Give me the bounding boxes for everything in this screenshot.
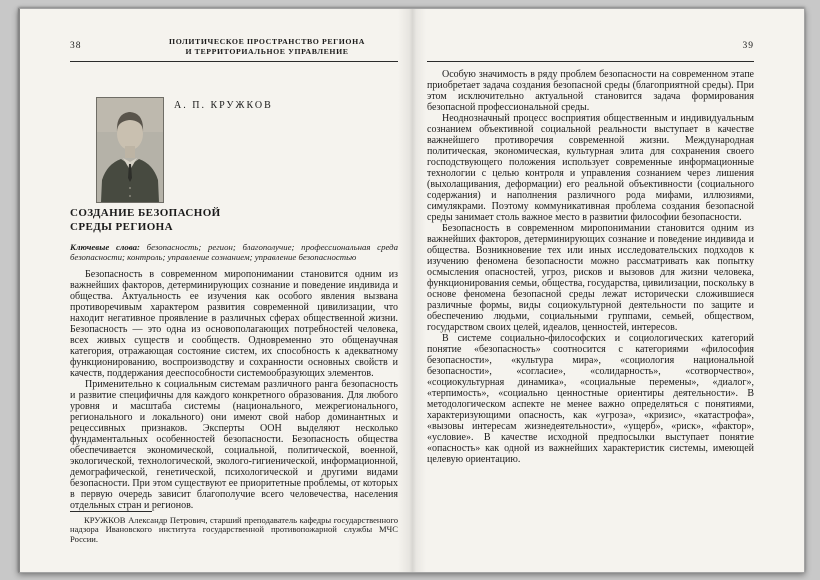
body-paragraph: Применительно к социальным системам различного ранга безопасность и развитие специфичны для каждого конкретного образования. Для любого уровня и масштаба системы (национального, межрегионального, регионального и локального) они имеют свой набор доминантных и рецессивных признаков. Эксперты ООН выделяют несколько фундаментальных особенностей безопасности. Безопасность общества обеспечивается экономической, социальной, политической, военной, экологической, технологической, эколого-гигиенической, информационной, демографической, генетической, психологической и другими видами безопасности. При этом существуют ее приоритетные проблемы, от которых в первую очередь зависит благополучие всего человечества, населения отдельных стран и регионов. — [70, 378, 398, 511]
author-name: А. П. КРУЖКОВ — [174, 100, 273, 111]
footnote — [70, 511, 398, 545]
keywords-text: безопасность; регион; благополучие; профессиональная среда безопасности; контроль; управление сознанием; управление безопасностью — [70, 242, 398, 262]
body-paragraph: В системе социально-философских и социологических категорий понятие «безопасность» соотносится с категориями «философия безопасности», «культура мира», «социология национальной безопасности», «согласие», «солидарность», «сотворчество», «социокультурная динамика», «социальные перемены», «диалог», «терпимость», «социально ценностные ориентиры деятельности». В методологическом аспекте не менее важно определяться с понятиями, характеризующими опасность, как «угроза», «кризис», «катастрофа», «вызовы интересам жизнедеятельности», «ущерб», «риск», «фактор», «условие». В качестве исходной предпосылки выступает понятие «опасность» как одной из важнейших характеристик системы, имеющей целевую ориентацию. — [427, 333, 754, 465]
book-spread — [18, 8, 805, 573]
keywords-label: Ключевые слова: — [70, 242, 140, 252]
body-paragraph: Особую значимость в ряду проблем безопасности на современном этапе приобретает задача создания безопасной среды (благоприятной среды). При этом исключительно актуальной становится задача формирования безопасной профессиональной среды. — [427, 69, 754, 113]
article — [70, 95, 398, 511]
running-head — [70, 37, 398, 56]
page-number-left: 38 — [70, 41, 82, 51]
page-right-content — [427, 69, 754, 465]
body-paragraph: Безопасность в современном миропонимании становится одним из важнейших факторов, детерминирующих сознание и поведение индивида и общества. Актуальность ее изучения как особого явления вызвана противоречивым характером развития современной цивилизации, что находит негативное проявление в различных сферах общественной жизни. Безопасность — это одна из основополагающих потребностей человека, всех живых существ и сообществ. Одновременно это общенаучная категория, отражающая состояние систем, их способность к адекватному функционированию, воспроизводству и сохранности основных свойств и качеств, поддержания дееспособности системообразующих элементов. — [70, 268, 398, 379]
footnote-text: КРУЖКОВ Александр Петрович, старший преподаватель кафедры государственного надзора Ивановского института государственной противопожарной службы МЧС России. — [70, 514, 398, 544]
page-header-left — [70, 37, 398, 62]
article-title: СОЗДАНИЕ БЕЗОПАСНОЙ СРЕДЫ РЕГИОНА — [70, 207, 221, 233]
page-number-right: 39 — [742, 41, 754, 51]
running-head-line2: И ТЕРРИТОРИАЛЬНОЕ УПРАВЛЕНИЕ — [185, 46, 349, 56]
page-right — [412, 9, 804, 572]
body-paragraph: Безопасность в современном миропонимании становится одним из важнейших факторов, детерминирующих сознание и поведение индивида и общества. Возникновение тех или иных исследовательских подходов к изучению феномена безопасности можно рассматривать как попытку осмысления опасностей, угроз, рисков и вызовов для жизни человека, функционирования семьи, общества, государства, цивилизации, поскольку в основе феномена безопасной среды лежат исторически сложившиеся различные формы, виды социокультурной деятельности по защите и обеспечению людьми, социальными группами, семьей, обществом, государством своих целей, идеалов, ценностей, интересов. — [427, 223, 754, 333]
author-photo — [96, 97, 164, 203]
keywords-block — [70, 243, 398, 263]
running-head-line1: ПОЛИТИЧЕСКОЕ ПРОСТРАНСТВО РЕГИОНА — [169, 37, 365, 46]
body-paragraph: Неоднозначный процесс восприятия общественным и индивидуальным сознанием объективной социальной реальности выступает в качестве важнейшего противоречия современной жизни. Международная политическая, экономическая, культурная элита для сохранения своего господствующего положения использует современные информационные технологии с целью контроля и управления сознанием через лишения (выхолащивания, деформации) его реальной объективности (социального содержания) и наполнения различного рода мифами, иллюзиями, симулякрами. Поэтому коммуникативная проблема создания безопасной среды занимает столь важное место в развитии философии безопасности. — [427, 113, 754, 223]
portrait-silhouette-icon — [97, 98, 163, 202]
page-left — [20, 9, 412, 572]
footnote-rule — [70, 511, 152, 512]
page-header-right — [427, 37, 754, 62]
